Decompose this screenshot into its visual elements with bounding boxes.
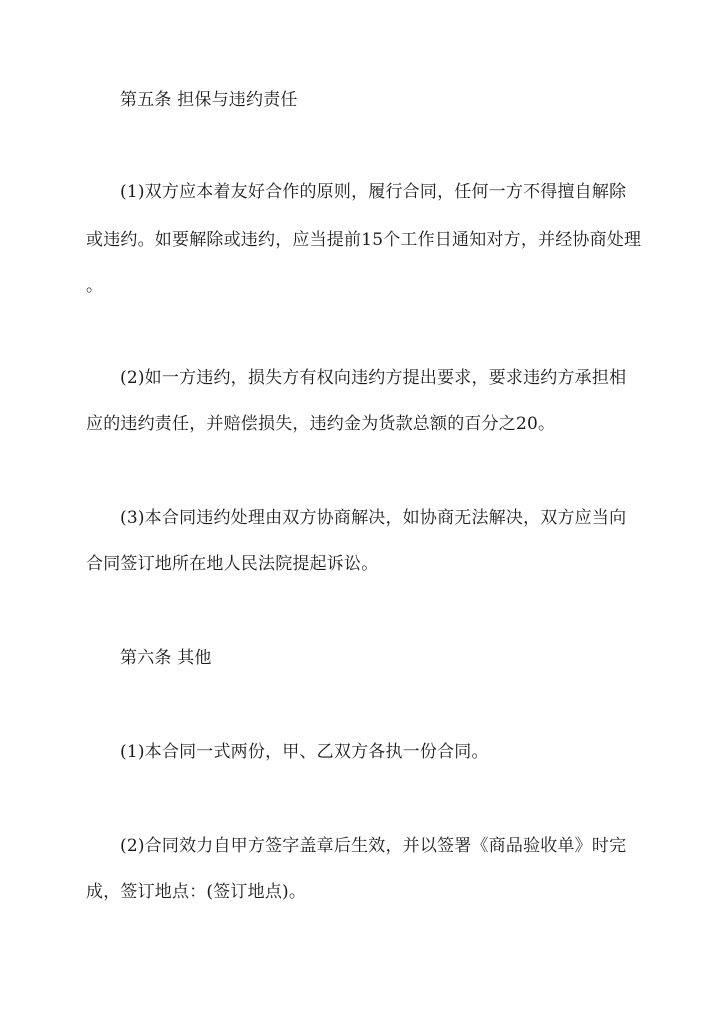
section5-clause3-line1: (3)本合同违约处理由双方协商解决，如协商无法解决，双方应当向 — [120, 508, 627, 528]
section5-clause3-line2: 合同签订地所在地人民法院提起诉讼。 — [86, 554, 379, 574]
section5-clause2-line1: (2)如一方违约，损失方有权向违约方提出要求，要求违约方承担相 — [120, 368, 627, 388]
section6-clause1-line1: (1)本合同一式两份，甲、乙双方各执一份合同。 — [120, 742, 489, 762]
section5-clause1-line2: 或违约。如要解除或违约，应当提前15个工作日通知对方，并经协商处理 — [86, 230, 642, 250]
section6-heading: 第六条 其他 — [120, 648, 212, 668]
section5-clause2-line2: 应的违约责任，并赔偿损失，违约金为货款总额的百分之20。 — [86, 414, 556, 434]
section6-clause2-line1: (2)合同效力自甲方签字盖章后生效，并以签署《商品验收单》时完 — [120, 836, 627, 856]
section6-clause2-line2: 成，签订地点：(签订地点)。 — [86, 882, 307, 902]
section5-clause1-line1: (1)双方应本着友好合作的原则，履行合同，任何一方不得擅自解除 — [120, 182, 627, 202]
section5-heading: 第五条 担保与违约责任 — [120, 90, 298, 110]
section5-clause1-line3: 。 — [86, 276, 104, 296]
